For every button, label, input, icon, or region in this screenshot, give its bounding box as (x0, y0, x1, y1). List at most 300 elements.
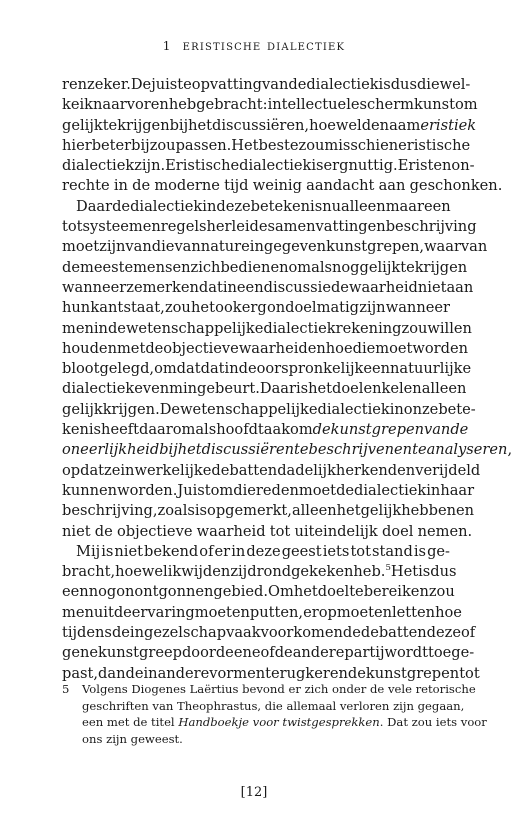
text-line (62, 562, 457, 582)
word: systeem (82, 218, 143, 236)
text-line (62, 400, 476, 420)
word: deze (246, 542, 281, 560)
word: die (416, 76, 440, 93)
word: De (130, 76, 152, 93)
word: gezelschap (144, 624, 227, 642)
word: opvatting (191, 76, 262, 93)
word: houden (62, 339, 117, 357)
text-line (62, 461, 481, 481)
word: met (116, 339, 146, 357)
word: en (367, 218, 386, 236)
word: zijn (99, 238, 126, 256)
word: objectieve (116, 522, 193, 540)
word: objectieve (163, 339, 239, 357)
word: tot (459, 664, 480, 682)
word: reden (255, 481, 299, 499)
word: nature (200, 238, 250, 256)
word: om (290, 421, 313, 439)
word: de (62, 258, 80, 276)
word: andere (292, 644, 345, 662)
word: om (210, 481, 234, 499)
word: tot (62, 218, 83, 236)
word: de (107, 319, 126, 337)
word: oneerlijkheid (62, 441, 160, 459)
text-line (62, 339, 469, 359)
word: willen (427, 319, 472, 337)
word: vaak (226, 624, 261, 642)
word: bereiken (363, 583, 429, 601)
word: de (132, 177, 151, 195)
word: en (403, 380, 422, 398)
word: niet (114, 542, 143, 560)
word: hun (62, 299, 91, 317)
word: partij (344, 644, 385, 662)
word: eristiek (420, 116, 477, 134)
word: ik (79, 96, 93, 114)
word: voren (126, 96, 169, 114)
word: waarheid (196, 522, 266, 540)
word: bij (169, 116, 189, 134)
text-line (62, 582, 455, 602)
word: ten (427, 157, 452, 175)
word: waarheid (348, 278, 418, 296)
word: een (236, 278, 264, 296)
word: nuttig. (348, 157, 398, 175)
word: beschrijven (308, 441, 395, 459)
word: in (224, 360, 239, 378)
word: beschrijving, (62, 502, 158, 520)
word: niet (62, 522, 91, 540)
word: Eristische (165, 157, 240, 175)
word: dialectiek (62, 157, 135, 175)
word: gelijk (360, 502, 402, 520)
paragraph (62, 197, 512, 542)
word: herkend (335, 461, 398, 479)
word: in (202, 197, 217, 215)
word: moderne (154, 177, 220, 195)
word: van (174, 238, 201, 256)
text-line (62, 176, 503, 196)
word: uit (93, 603, 114, 621)
word: alleen (291, 502, 337, 520)
word: discussie (263, 278, 331, 296)
text-line (62, 379, 467, 399)
word: ene (233, 644, 261, 662)
word: dialectiek (263, 319, 336, 337)
word: omdat (154, 360, 201, 378)
word: bekend (144, 542, 199, 560)
word: discussiëren (201, 441, 295, 459)
footnote (62, 681, 487, 747)
word: en (456, 502, 475, 520)
word: letten (392, 603, 436, 621)
word: alsnog (311, 258, 360, 276)
word: Het (390, 563, 419, 581)
word: naam (379, 116, 421, 134)
word: dat (198, 278, 223, 296)
word: of (460, 624, 476, 642)
word: zou (164, 299, 191, 317)
chapter-title: eristische dialectiek (182, 38, 346, 54)
word: bedienen (220, 258, 289, 276)
word: de (112, 197, 131, 215)
word: in (222, 278, 237, 296)
word: in (426, 481, 441, 499)
word: dialectiek (130, 197, 203, 215)
word: samenvatting (267, 218, 368, 236)
word: enkel (363, 380, 404, 398)
word: of (260, 644, 275, 662)
text-line (62, 501, 475, 521)
word: misschien (324, 136, 399, 154)
text-line (62, 420, 469, 440)
word: dialectiek (239, 157, 312, 175)
word: in (120, 461, 135, 479)
word: de (145, 339, 164, 357)
word: is (101, 542, 114, 560)
word: dat (200, 360, 225, 378)
word: herleide (206, 218, 268, 236)
word: haar (440, 481, 475, 499)
word: het (308, 380, 333, 398)
word: ondoelmatig (266, 299, 360, 317)
text-line (62, 75, 471, 95)
word: het (177, 441, 202, 459)
word: waarvan (424, 238, 488, 256)
word: beter (91, 136, 132, 154)
text-line (62, 623, 476, 643)
word: weinig (252, 177, 302, 195)
word: te (294, 441, 309, 459)
word: geest (281, 542, 322, 560)
word: en (371, 360, 391, 378)
word: dialectiek (354, 481, 427, 499)
word: kunstgrepen, (326, 238, 425, 256)
word: van (262, 76, 289, 93)
text-line (62, 278, 474, 298)
word: kunstgreep (98, 644, 182, 662)
footnote-line: Volgens Diogenes Laërtius bevond er zich onder de vele retorische (82, 682, 476, 696)
word: en (394, 441, 413, 459)
word: en (307, 339, 326, 357)
word: gene (62, 644, 99, 662)
word: nog (88, 583, 117, 601)
word: erg (241, 299, 267, 317)
word: de (274, 644, 293, 662)
word: past, (62, 664, 99, 682)
word: gelijk (62, 400, 103, 418)
word: de (125, 664, 144, 682)
word: heeft (101, 421, 139, 439)
word: kunnen (62, 481, 118, 499)
word: moet (375, 339, 413, 357)
word: natuurlijke (390, 360, 472, 378)
word: bij (131, 136, 150, 154)
word: hoe (325, 339, 353, 357)
word: meeste (79, 258, 134, 276)
body-text (62, 75, 512, 684)
word: deze (426, 624, 461, 642)
word: kant (90, 299, 124, 317)
word: een (423, 197, 451, 215)
word: vormen (209, 664, 266, 682)
word: staat, (123, 299, 165, 317)
word: voorkomende (260, 624, 361, 642)
word: heb (168, 96, 197, 114)
word: evenmin (134, 380, 198, 398)
word: wanneer (62, 278, 127, 296)
footnote-line: ons zijn geweest. (82, 731, 183, 746)
word: opdat (62, 461, 105, 479)
text-line (62, 237, 488, 257)
word: putten, (249, 603, 304, 621)
word: dialectiek (62, 380, 135, 398)
word: die (233, 481, 256, 499)
word: moeten (336, 603, 392, 621)
word: doel (381, 522, 414, 540)
word: krijgen. (102, 400, 160, 418)
word: een (62, 583, 89, 601)
word: zijd (230, 563, 257, 581)
word: en (142, 218, 161, 236)
text-line (62, 116, 477, 136)
word: hier (62, 136, 92, 154)
text-line (62, 319, 472, 339)
word: ik (167, 563, 182, 581)
word: ingegeven (249, 238, 327, 256)
text-line (62, 359, 472, 379)
text-line (62, 217, 477, 237)
word: Om (268, 583, 294, 601)
word: het (191, 299, 215, 317)
running-header (0, 38, 508, 54)
word: opgemerkt, (207, 502, 292, 520)
word: gelijk (62, 116, 103, 134)
text-line (62, 440, 512, 460)
text-line (62, 136, 471, 156)
word: de (215, 644, 234, 662)
word: dialectiek (306, 76, 379, 93)
word: de (111, 624, 130, 642)
word: zijn (359, 299, 386, 317)
text-line (62, 522, 473, 542)
word: de (312, 421, 331, 439)
word: rondgekeken (256, 563, 354, 581)
page-number: [12] (240, 785, 268, 800)
word: in (129, 624, 144, 642)
word: is (415, 157, 428, 175)
word: in (93, 319, 108, 337)
word: verijdeld (415, 461, 481, 479)
word: ze (104, 461, 121, 479)
word: van (125, 238, 152, 256)
word: geschonken. (409, 177, 503, 195)
word: hebben (401, 502, 457, 520)
word: te (102, 116, 118, 134)
word: analyseren, (426, 441, 512, 459)
word: tijd (224, 177, 249, 195)
word: stand (372, 542, 413, 560)
word: is (378, 76, 391, 93)
word: om (455, 96, 478, 114)
footnote-line: geschriften van Theophrastus, die allemaal verloren zijn gegaan, (82, 698, 465, 713)
word: en (397, 461, 416, 479)
word: is (418, 563, 431, 581)
word: kunstgrepen (330, 421, 424, 439)
word: de (330, 278, 349, 296)
word: krijgen (414, 258, 468, 276)
word: rekening (335, 319, 402, 337)
word: is (311, 157, 324, 175)
text-line (62, 542, 450, 562)
word: men (62, 603, 94, 621)
word: ke (62, 96, 80, 114)
word: kenis (62, 421, 102, 439)
word: doel (317, 583, 350, 601)
word: moet (62, 238, 100, 256)
word: maar (385, 197, 424, 215)
word: hoe (435, 603, 462, 621)
word: oorspronkelijke (256, 360, 372, 378)
word: aan (378, 177, 406, 195)
word: alleen (421, 380, 467, 398)
text-line (62, 298, 450, 318)
word: niet (417, 278, 447, 296)
word: moeten (194, 603, 250, 621)
word: daarom (139, 421, 196, 439)
word: worden. (117, 481, 178, 499)
word: de (113, 603, 132, 621)
word: dan (98, 664, 126, 682)
word: discussiëren, (212, 116, 310, 134)
word: het (293, 583, 318, 601)
word: naar (93, 96, 127, 114)
word: aandacht (306, 177, 375, 195)
word: is (194, 502, 208, 520)
word: intellectuele (267, 96, 360, 114)
word: juiste (151, 76, 192, 93)
word: die (151, 238, 175, 256)
word: hoewel (309, 116, 362, 134)
word: in (389, 400, 404, 418)
word: gebied. (213, 583, 269, 601)
word: in (143, 664, 158, 682)
word: kunstgrepen (365, 664, 460, 682)
word: het (336, 502, 361, 520)
footnote-text (82, 681, 487, 747)
word: of (199, 542, 214, 560)
word: bracht, (62, 563, 116, 581)
word: die (352, 339, 376, 357)
word: alleen (341, 197, 386, 215)
word: mensen (133, 258, 191, 276)
word: debatten (360, 624, 427, 642)
word: hoofdtaak (216, 421, 291, 439)
word: heb.$^5$ (353, 563, 391, 581)
word: gebeurt. (197, 380, 260, 398)
word: ren (62, 76, 88, 93)
word: de (361, 116, 380, 134)
word: Het (231, 136, 259, 154)
word: te (412, 441, 427, 459)
word: wetenschappelijke (180, 400, 318, 418)
word: door (181, 644, 216, 662)
word: er (214, 542, 231, 560)
word: onontgonnen (116, 583, 214, 601)
word: erop (303, 603, 337, 621)
word: wanneer (385, 299, 450, 317)
word: dialectiek (317, 400, 390, 418)
word: bete- (438, 400, 476, 418)
word: schermkunst (359, 96, 456, 114)
word: van (423, 421, 451, 439)
word: nemen. (417, 522, 473, 540)
word: werkelijke (134, 461, 212, 479)
word: dadelijk (277, 461, 336, 479)
word: uiteindelijk (294, 522, 378, 540)
word: terugkerende (265, 664, 366, 682)
word: in (113, 177, 128, 195)
word: De (159, 400, 181, 418)
word: zou (298, 136, 325, 154)
word: in (231, 542, 246, 560)
word: zeker. (87, 76, 131, 93)
word: dus (390, 76, 417, 93)
word: om (288, 258, 312, 276)
word: wordt (384, 644, 428, 662)
word: worden (412, 339, 469, 357)
footnote-reference: 5 (385, 563, 391, 574)
word: en (212, 563, 231, 581)
paragraph (62, 75, 503, 197)
word: aan (446, 278, 474, 296)
word: zou (401, 319, 428, 337)
word: regels (160, 218, 207, 236)
word: te (400, 258, 415, 276)
word: de (238, 360, 257, 378)
word: ervaring (131, 603, 195, 621)
chapter-number: 1 (162, 39, 172, 53)
word: als (195, 421, 217, 439)
footnote-number: 5 (62, 682, 70, 696)
word: men (62, 319, 94, 337)
word: zou (149, 136, 176, 154)
word: blootgelegd, (62, 360, 155, 378)
word: beschrijving (385, 218, 477, 236)
word: zich (190, 258, 221, 276)
word: beste (258, 136, 299, 154)
word: onze (403, 400, 439, 418)
word: ook (215, 299, 242, 317)
word: waarheid (238, 339, 308, 357)
word: bij (159, 441, 178, 459)
word: tijdens (62, 624, 112, 642)
word: andere (157, 664, 210, 682)
word: merken (142, 278, 199, 296)
word: Er (397, 157, 416, 175)
word: het (188, 116, 213, 134)
word: Mij (76, 542, 101, 560)
word: is (295, 380, 309, 398)
word: toege- (427, 644, 475, 662)
word: gebracht: (196, 96, 268, 114)
word: debatten (211, 461, 278, 479)
word: erg (323, 157, 349, 175)
word: te (349, 583, 364, 601)
text-line (62, 643, 475, 663)
text-line (62, 156, 475, 176)
word: de (288, 76, 307, 93)
